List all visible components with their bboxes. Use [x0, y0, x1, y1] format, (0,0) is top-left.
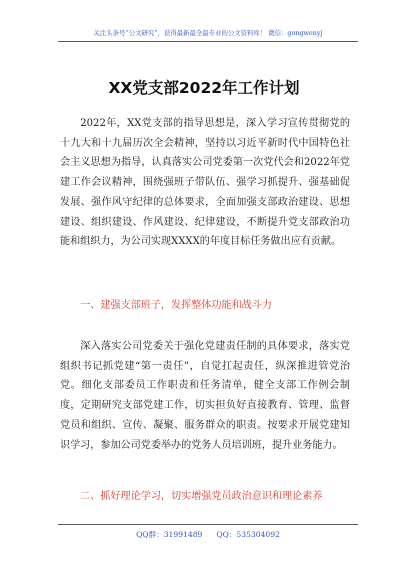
intro-paragraph: 2022年，XX党支部的指导思想是，深入学习宣传贯彻党的十九大和十九届历次全会精神，坚持以习近平新时代中国特色社会主义思想为指导，认真落实公司党委第一次党代会和2022年党建工作会议精神，围绕强班子带队伍、强学习抓提升、强基础促发展、强作风守纪律的总体要求，全面加强支部政治建设、思想建设、组织建设、作风建设、纪律建设，不断提升党支部政治功能和组织力，为公司实现XXXX的年度目标任务做出应有贡献。: [60, 118, 350, 248]
section-1-paragraph: 深入落实公司党委关于强化党建责任制的具体要求，落实党组织书记抓党建“第一责任”，自觉扛起责任，纵深推进管党治党。细化支部委员工作职责和任务清单，健全支部工作例会制度，定期研究支部党建工作，切实担负好直接教育、管理、监督党员和组织、宣传、凝聚、服务群众的职责。按要求开展党建知识学习，参加公司党委举办的党务人员培训班，提升业务能力。: [60, 341, 350, 451]
header-banner[interactable]: 关注头条号“公文研究”，获得最新最全最专业的公文资料库！ 微信：gongwenyj: [93, 29, 323, 37]
footer-contact: [58, 529, 358, 541]
section-heading-1: 一、建强支部班子，发挥整体功能和战斗力: [80, 300, 272, 311]
document-title: XX党支部2022年工作计划: [108, 79, 300, 97]
footer-qq[interactable]: QQ：535304092: [216, 530, 280, 539]
section-heading-2: 二、抓好理论学习，切实增强党员政治意识和理论素养: [80, 491, 323, 502]
header-divider: [58, 41, 358, 42]
footer-divider: [58, 524, 358, 525]
footer-qq-group[interactable]: QQ群：31991489: [136, 530, 203, 539]
